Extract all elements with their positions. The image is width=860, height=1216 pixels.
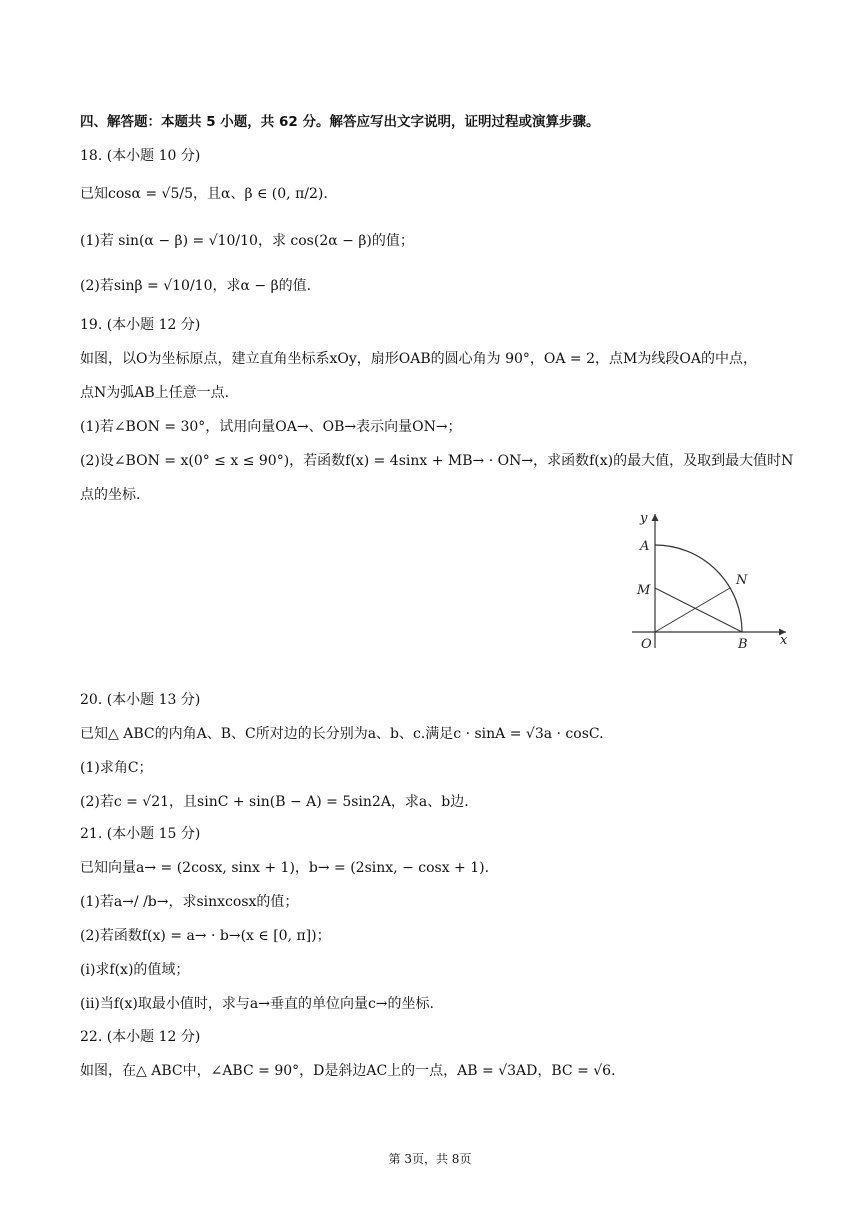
q20-part2: (2)若c = √21，且sinC + sin(B − A) = 5sin2A，求a、b边.: [80, 794, 469, 810]
label-o: O: [641, 637, 652, 652]
q18-part2: (2)若sinβ = √10/10，求α − β的值.: [80, 278, 312, 294]
q21-stem: 已知向量a→ = (2cosx, sinx + 1)，b→ = (2sinx, − cosx + 1).: [80, 860, 490, 876]
q19-stem-line2: 点N为弧AB上任意一点.: [80, 385, 230, 401]
q22-title: 22. (本小题 12 分): [80, 1029, 201, 1045]
label-x: x: [780, 633, 788, 648]
page-footer: 第 3页，共 8页: [388, 1152, 472, 1166]
label-a: A: [640, 539, 650, 554]
q22-stem: 如图，在△ ABC中，∠ABC = 90°，D是斜边AC上的一点，AB = √3AD，BC = √6.: [80, 1063, 616, 1079]
q21-part2-ii: (ii)当f(x)取最小值时，求与a→垂直的单位向量c→的坐标.: [80, 996, 434, 1012]
q21-title: 21. (本小题 15 分): [80, 826, 201, 842]
q19-part1: (1)若∠BON = 30°，试用向量OA→、OB→表示向量ON→；: [80, 419, 462, 435]
q21-part2: (2)若函数f(x) = a→ · b→(x ∈ [0, π])；: [80, 928, 331, 944]
label-n: N: [736, 573, 748, 588]
q21-part1: (1)若a→/ /b→，求sinxcosx的值；: [80, 894, 299, 910]
segment-mb: [655, 588, 742, 632]
q19-stem-line1: 如图，以O为坐标原点，建立直角坐标系xOy，扇形OAB的圆心角为 90°，OA = 2，点M为线段OA的中点，: [80, 351, 757, 367]
q19-part2-line1: (2)设∠BON = x(0° ≤ x ≤ 90°)，若函数f(x) = 4sinx + MB→ · ON→，求函数f(x)的最大值，及取到最大值时N: [80, 453, 794, 469]
q19-part2-line2: 点的坐标.: [80, 487, 141, 503]
section-heading: 四、解答题：本题共 5 小题，共 62 分。解答应写出文字说明，证明过程或演算步骤。: [80, 114, 600, 130]
q18-title: 18. (本小题 10 分): [80, 148, 201, 164]
label-y: y: [640, 511, 648, 526]
label-m: M: [637, 583, 651, 598]
segment-on: [655, 588, 730, 632]
q20-part1: (1)求角C；: [80, 760, 153, 776]
q18-part1: (1)若 sin(α − β) = √10/10，求 cos(2α − β)的值；: [80, 233, 414, 249]
label-b: B: [738, 637, 748, 652]
q20-title: 20. (本小题 13 分): [80, 692, 201, 708]
q21-part2-i: (i)求f(x)的值域；: [80, 962, 190, 978]
q20-stem: 已知△ ABC的内角A、B、C所对边的长分别为a、b、c.满足c · sinA = √3a · cosC.: [80, 726, 604, 742]
sector-diagram: [628, 508, 796, 656]
q19-title: 19. (本小题 12 分): [80, 317, 201, 333]
q18-stem: 已知cosα = √5/5，且α、β ∈ (0, π/2).: [80, 186, 328, 202]
